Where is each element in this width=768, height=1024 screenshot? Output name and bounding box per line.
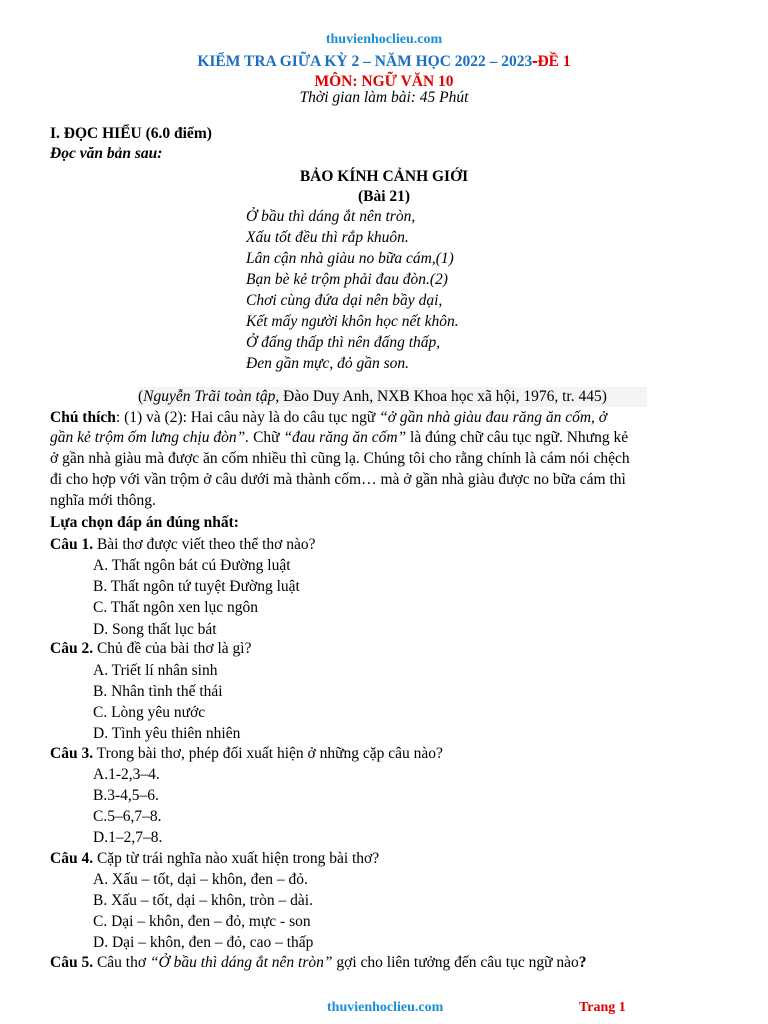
option-1b: B. Thất ngôn tứ tuyệt Đường luật [93, 578, 300, 595]
note-line-5: nghĩa mới thông. [50, 492, 156, 509]
option-3a: A.1-2,3–4. [93, 766, 160, 783]
option-3c: C.5–6,7–8. [93, 808, 162, 825]
note-line-3: ở gần nhà giàu mà được ăn cốm nhiều thì cũng lạ. Chúng tôi cho rằng chính là cám nói chệch [50, 450, 630, 467]
footer-site[interactable]: thuvienhoclieu.com [327, 1000, 444, 1015]
poem-line: Chơi cùng đứa dại nên bầy dại, [246, 292, 443, 309]
option-4b: B. Xấu – tốt, dại – khôn, tròn – dài. [93, 892, 313, 909]
note-line-1: Chú thích: (1) và (2): Hai câu này là do câu tục ngữ “ở gần nhà giàu đau răng ăn cốm, ở [50, 409, 608, 426]
exam-time: Thời gian làm bài: 45 Phút [299, 89, 469, 106]
question-1: Câu 1. Bài thơ được viết theo thể thơ nào? [50, 536, 316, 553]
question-2: Câu 2. Chủ đề của bài thơ là gì? [50, 640, 252, 657]
poem-line: Bạn bè kẻ trộm phải đau đòn.(2) [246, 271, 448, 288]
header-site[interactable]: thuvienhoclieu.com [325, 32, 443, 47]
poem-subtitle: (Bài 21) [357, 188, 411, 205]
question-label: Câu 5. [50, 954, 94, 971]
option-2c: C. Lòng yêu nước [93, 704, 206, 721]
note-line-4: đi cho hợp với vần trộm ở câu dưới mà thành cốm… mà ở gần nhà giàu được no bữa cám thì [50, 471, 626, 488]
choose-instruction: Lựa chọn đáp án đúng nhất: [50, 514, 239, 531]
option-4d: D. Dại – khôn, đen – đỏ, cao – thấp [93, 934, 314, 951]
section-title: I. ĐỌC HIỂU (6.0 điểm) [50, 125, 212, 142]
option-3d: D.1–2,7–8. [93, 829, 163, 846]
question-label: Câu 4. [50, 850, 94, 867]
poem-line: Kết mấy người khôn học nết khôn. [246, 313, 459, 330]
exam-title: KIỂM TRA GIỮA KỲ 2 – NĂM HỌC 2022 – 2023 [197, 53, 533, 70]
note-line-2: gần kẻ trộm ốm lưng chịu đòn”. Chữ “đau răng ăn cốm” là đúng chữ câu tục ngữ. Nhưng kẻ [50, 429, 629, 446]
exam-title-line [0, 52, 768, 72]
option-3b: B.3-4,5–6. [93, 787, 159, 804]
exam-dash: - [532, 53, 538, 70]
poem-line: Lân cận nhà giàu no bữa cám,(1) [246, 250, 454, 267]
question-3: Câu 3. Trong bài thơ, phép đối xuất hiện ở những cặp câu nào? [50, 745, 443, 762]
question-5: Câu 5. Câu thơ “Ở bầu thì dáng ắt nên tròn” gợi cho liên tưởng đến câu tục ngữ nào? [50, 954, 587, 971]
note-label: Chú thích [50, 409, 116, 426]
page-number: Trang 1 [579, 1000, 626, 1015]
source-book: Nguyễn Trãi toàn tập [143, 388, 276, 405]
subject: MÔN: NGỮ VĂN 10 [314, 73, 454, 90]
option-2b: B. Nhân tình thế thái [93, 683, 223, 700]
question-4: Câu 4. Cặp từ trái nghĩa nào xuất hiện trong bài thơ? [50, 850, 380, 867]
poem-source: (Nguyễn Trãi toàn tập, Đào Duy Anh, NXB Khoa học xã hội, 1976, tr. 445) [138, 387, 647, 407]
option-4a: A. Xấu – tốt, dại – khôn, đen – đỏ. [93, 871, 308, 888]
option-1a: A. Thất ngôn bát cú Đường luật [93, 557, 291, 574]
option-1c: C. Thất ngôn xen lục ngôn [93, 599, 259, 616]
poem-line: Ở bầu thì dáng ắt nên tròn, [246, 208, 416, 225]
option-2a: A. Triết lí nhân sinh [93, 662, 218, 679]
poem-title: BẢO KÍNH CẢNH GIỚI [299, 168, 469, 185]
question-label: Câu 1. [50, 536, 94, 553]
poem-line: Ở đấng thấp thì nên đấng thấp, [246, 334, 441, 351]
question-label: Câu 3. [50, 745, 94, 762]
question-label: Câu 2. [50, 640, 94, 657]
poem-line: Xấu tốt đều thì rắp khuôn. [246, 229, 409, 246]
option-2d: D. Tình yêu thiên nhiên [93, 725, 241, 742]
option-4c: C. Dại – khôn, đen – đỏ, mực - son [93, 913, 311, 930]
option-1d: D. Song thất lục bát [93, 621, 217, 638]
section-instruction: Đọc văn bản sau: [50, 145, 163, 162]
poem-line: Đen gần mực, đỏ gần son. [246, 355, 410, 372]
exam-code: ĐỀ 1 [537, 53, 571, 70]
